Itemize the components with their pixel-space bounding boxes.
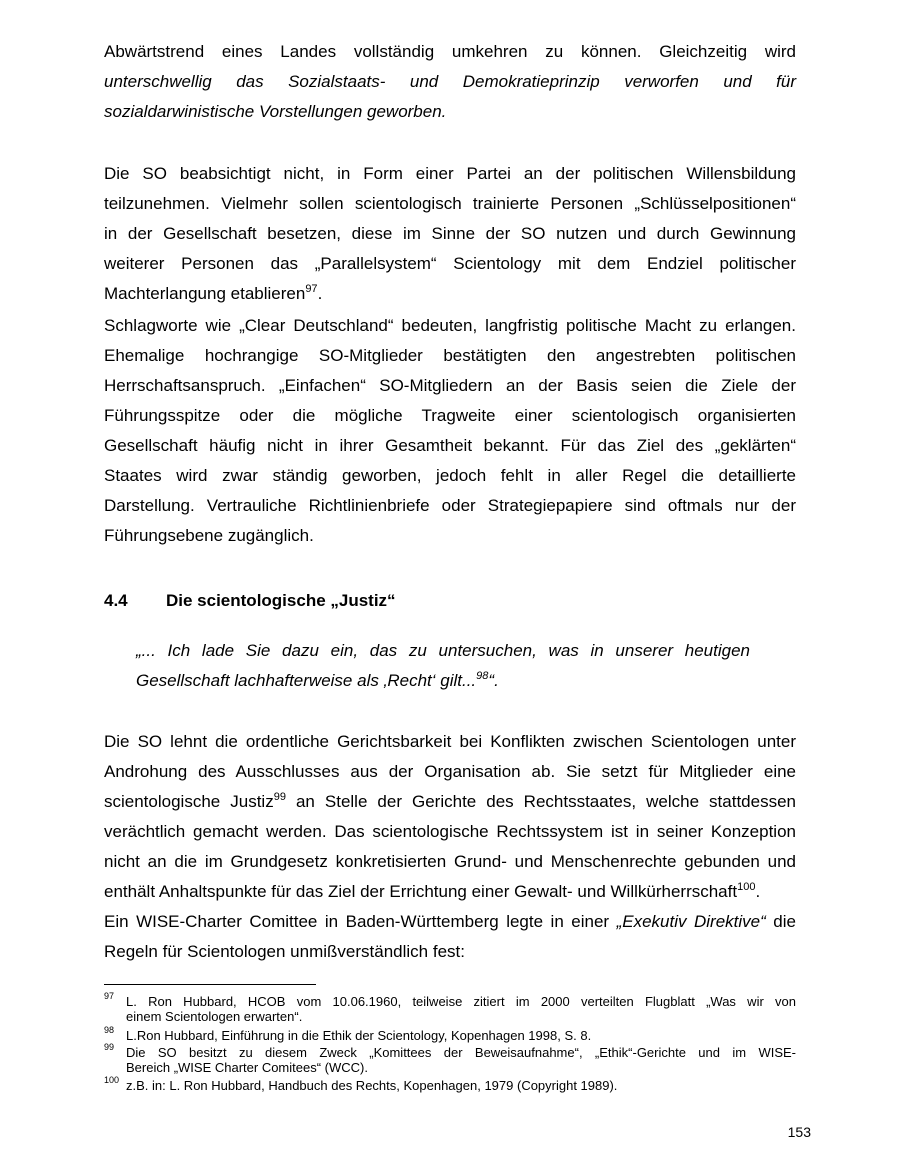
text-segment: scientologische Justiz [104,792,274,811]
text-line: weiterer Personen das „Parallelsystem“ Scientology mit dem Endziel politischer [104,254,796,273]
text-line: nicht an die im Grundgesetz konkretisierten Grund- und Menschenrechte gebunden und [104,852,796,871]
footnote-text: L.Ron Hubbard, Einführung in die Ethik der Scientology, Kopenhagen 1998, S. 8. [126,1028,592,1043]
text-segment: . [317,284,323,303]
text-line: Abwärtstrend eines Landes vollständig umkehren zu können. Gleichzeitig wird [104,42,796,61]
text-segment: . [755,882,761,901]
text-line: Schlagworte wie „Clear Deutschland“ bedeuten, langfristig politische Macht zu erlangen. [104,316,796,335]
text-segment: “. [488,671,499,690]
text-segment: Machterlangung etablieren [104,284,306,303]
paragraph-4 [104,727,796,967]
text-segment-italic: „Exekutiv Direktive“ [616,912,766,931]
text-line: sozialdarwinistische Vorstellungen geworben. [104,102,447,121]
text-line [104,877,796,907]
footnote-99 [104,1042,796,1075]
footnote-98 [104,1025,796,1043]
text-segment: enthält Anhaltspunkte für das Ziel der Errichtung einer Gewalt- und Willkürherrschaft [104,882,738,901]
text-line: Die SO lehnt die ordentliche Gerichtsbarkeit bei Konflikten zwischen Scientologen unter [104,732,796,751]
block-quote [136,636,750,696]
footnote-number: 97 [104,991,115,1001]
text-line: Androhung des Ausschlusses aus der Organisation ab. Sie setzt für Mitglieder eine [104,762,796,781]
text-line [104,907,796,937]
text-line: Ehemalige hochrangige SO-Mitglieder bestätigten den angestrebten politischen [104,346,796,365]
page-number: 153 [787,1124,811,1140]
section-heading [104,586,396,616]
text-line [104,279,796,309]
text-line: Herrschaftsanspruch. „Einfachen“ SO-Mitgliedern an der Basis seien die Ziele der [104,376,796,395]
footnote-text: z.B. in: L. Ron Hubbard, Handbuch des Rechts, Kopenhagen, 1979 (Copyright 1989). [126,1078,618,1093]
text-line: verächtlich gemacht werden. Das scientologische Rechtssystem ist in seiner Konzeption [104,822,796,841]
text-line: Die SO beabsichtigt nicht, in Form einer Partei an der politischen Willensbildung [104,164,796,183]
paragraph-2 [104,159,796,309]
footnote-97 [104,991,796,1024]
text-line: Staates wird zwar ständig geworben, jedoch fehlt in aller Regel die detaillierte [104,466,796,485]
text-line: Darstellung. Vertrauliche Richtlinienbriefe oder Strategiepapiere sind oftmals nur der [104,496,796,515]
footnote-divider [104,984,316,985]
footnote-100 [104,1075,796,1093]
section-title: Die scientologische „Justiz“ [166,591,396,610]
paragraph-3 [104,311,796,551]
text-segment: Ein WISE-Charter Comittee in Baden-Württemberg legte in einer [104,912,617,931]
text-line: in der Gesellschaft besetzen, diese im Sinne der SO nutzen und durch Gewinnung [104,224,796,243]
text-line: unterschwellig das Sozialstaats- und Demokratieprinzip verworfen und für [104,72,796,91]
text-line: Gesellschaft häufig nicht in ihrer Gesamtheit bekannt. Für das Ziel des „geklärten“ [104,436,796,455]
text-line: teilzunehmen. Vielmehr sollen scientologisch trainierte Personen „Schlüsselpositionen“ [104,194,796,213]
text-line: Führungsspitze oder die mögliche Tragweite einer scientologisch organisierten [104,406,796,425]
footnote-text: Bereich „WISE Charter Comitees“ (WCC). [126,1060,368,1075]
footnote-number: 98 [104,1025,115,1035]
text-segment: Gesellschaft lachhafterweise als ‚Recht‘ gilt... [136,671,477,690]
footnote-ref-97: 97 [305,283,318,295]
text-line: Regeln für Scientologen unmißverständlich fest: [104,942,465,961]
footnote-ref-99: 99 [273,791,286,803]
text-segment: an Stelle der Gerichte des Rechtsstaates, welche stattdessen [285,792,796,811]
text-line: „... Ich lade Sie dazu ein, das zu untersuchen, was in unserer heutigen [136,641,750,660]
footnote-ref-98: 98 [476,670,489,682]
paragraph-1 [104,37,796,127]
footnote-number: 100 [104,1075,120,1085]
text-segment: die [765,912,796,931]
footnote-number: 99 [104,1042,115,1052]
text-line [136,666,750,696]
text-line: Führungsebene zugänglich. [104,526,314,545]
footnote-text: Die SO besitzt zu diesem Zweck „Komittees der Beweisaufnahme“, „Ethik“-Gerichte und im WISE- [126,1045,796,1060]
footnote-text: L. Ron Hubbard, HCOB vom 10.06.1960, teilweise zitiert im 2000 verteilten Flugblatt „Was wir von [126,994,796,1009]
footnote-ref-100: 100 [737,881,756,893]
text-line [104,787,796,817]
footnote-text: einem Scientologen erwarten“. [126,1009,303,1024]
section-number: 4.4 [104,591,128,610]
